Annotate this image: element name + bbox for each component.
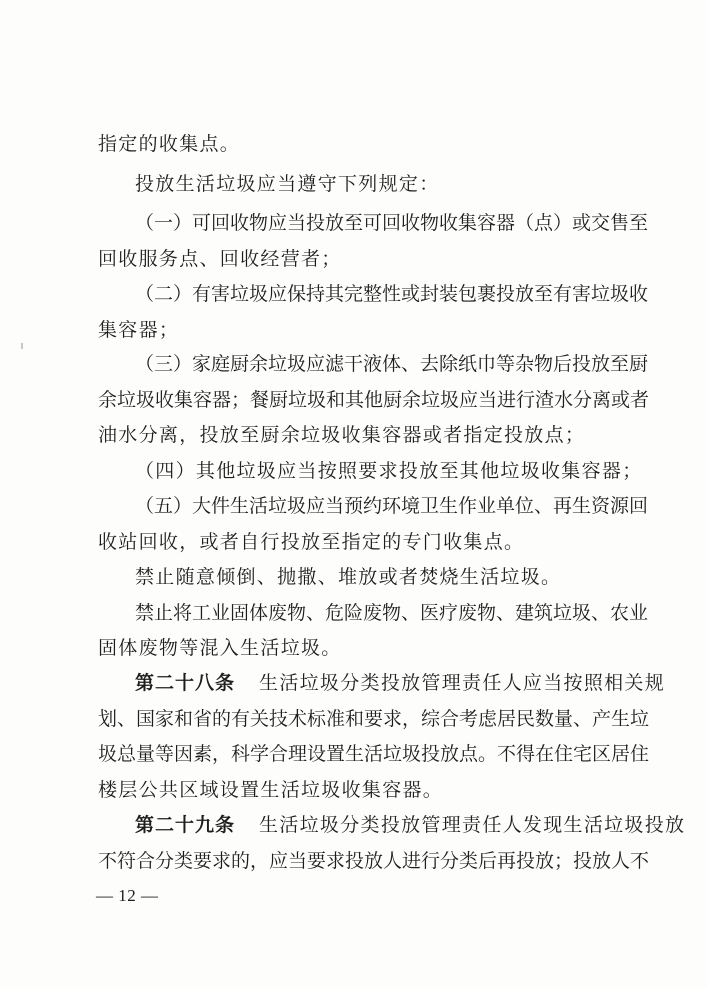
article-28-heading: 第二十八条	[135, 672, 236, 694]
text-line: 楼层公共区域设置生活垃圾收集容器。	[98, 779, 444, 801]
text-line: 收站回收，或者自行投放至指定的专门收集点。	[98, 531, 525, 553]
text-line: 固体废物等混入生活垃圾。	[98, 637, 342, 659]
text-line: 禁止随意倾倒、抛撒、堆放或者焚烧生活垃圾。	[135, 566, 562, 588]
article-28-text: 生活垃圾分类投放管理责任人应当按照相关规	[259, 672, 666, 694]
text-line: （三）家庭厨余垃圾应滤干液体、去除纸巾等杂物后投放至厨	[135, 353, 649, 375]
text-line: 划、国家和省的有关技术标准和要求，综合考虑居民数量、产生垃	[98, 708, 650, 730]
page-number: — 12 —	[96, 886, 159, 905]
text-line: （二）有害垃圾应保持其完整性或封装包裹投放至有害垃圾收	[135, 283, 649, 305]
article-29-first-line	[135, 813, 685, 837]
article-29-text: 生活垃圾分类投放管理责任人发现生活垃圾投放	[259, 814, 686, 836]
text-line: （一）可回收物应当投放至可回收物收集容器（点）或交售至	[135, 212, 649, 234]
text-line: 余垃圾收集容器；餐厨垃圾和其他厨余垃圾应当进行渣水分离或者	[98, 389, 650, 411]
text-line: （四）其他垃圾应当按照要求投放至其他垃圾收集容器；	[135, 460, 643, 482]
scan-mark	[21, 343, 23, 349]
text-line: 禁止将工业固体废物、危险废物、医疗废物、建筑垃圾、农业	[135, 602, 649, 624]
text-line: 不符合分类要求的，应当要求投放人进行分类后再投放；投放人不	[98, 850, 650, 872]
text-line: 油水分离，投放至厨余垃圾收集容器或者指定投放点；	[98, 424, 586, 446]
article-28-first-line	[135, 671, 665, 695]
text-line: 圾总量等因素，科学合理设置生活垃圾投放点。不得在住宅区居住	[98, 743, 650, 765]
text-line: 回收服务点、回收经营者；	[98, 248, 342, 270]
text-line: 投放生活垃圾应当遵守下列规定：	[135, 173, 440, 195]
text-line: 集容器；	[98, 319, 180, 341]
article-29-heading: 第二十九条	[135, 814, 236, 836]
text-line: 指定的收集点。	[98, 133, 241, 155]
text-line: （五）大件生活垃圾应当预约环境卫生作业单位、再生资源回	[135, 495, 649, 517]
